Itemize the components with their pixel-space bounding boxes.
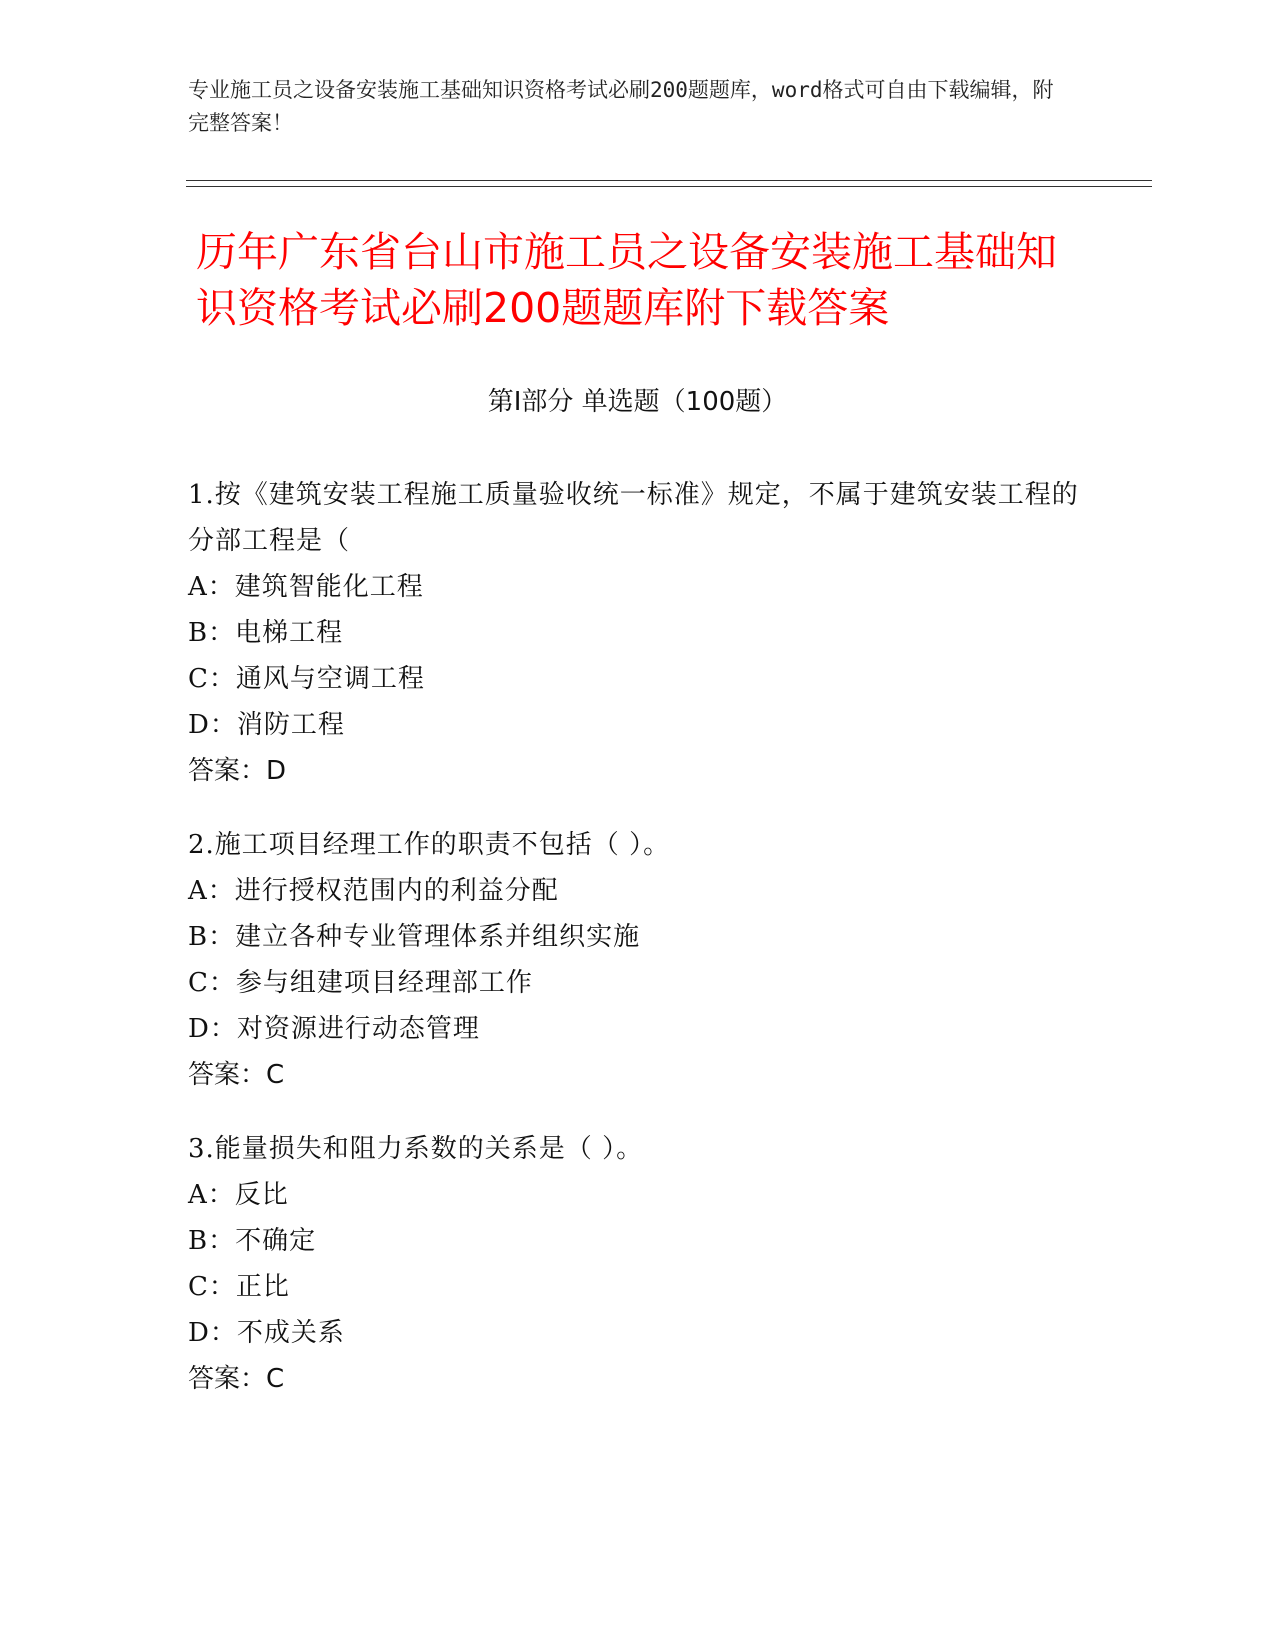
header-divider-top (186, 180, 1152, 181)
question-stem: 2.施工项目经理工作的职责不包括（ ）。 (188, 830, 671, 860)
question-option: C：正比 (188, 1272, 290, 1302)
question-answer: 答案：C (188, 1060, 285, 1090)
document-title: 历年广东省台山市施工员之设备安装施工基础知识资格考试必刷200题题库附下载答案 (196, 228, 1057, 332)
question-option: C：通风与空调工程 (188, 664, 425, 694)
question-stem: 1.按《建筑安装工程施工质量验收统一标准》规定，不属于建筑安装工程的分部工程是（ (188, 480, 1079, 556)
question-option: A：建筑智能化工程 (188, 572, 424, 602)
question-option: B：建立各种专业管理体系并组织实施 (188, 922, 641, 952)
question-item (188, 1126, 1088, 1402)
question-option: A：进行授权范围内的利益分配 (188, 876, 559, 906)
question-option: D：不成关系 (188, 1318, 345, 1348)
question-item (188, 822, 1088, 1098)
question-list (188, 472, 1088, 1430)
question-option: D：消防工程 (188, 710, 345, 740)
question-answer: 答案：D (188, 756, 287, 786)
question-option: A：反比 (188, 1180, 289, 1210)
question-option: B：不确定 (188, 1226, 317, 1256)
question-option: B：电梯工程 (188, 618, 344, 648)
question-option: D：对资源进行动态管理 (188, 1014, 480, 1044)
question-option: C：参与组建项目经理部工作 (188, 968, 533, 998)
section-title: 第Ⅰ部分 单选题（100题） (487, 387, 788, 417)
question-stem: 3.能量损失和阻力系数的关系是（ ）。 (188, 1134, 644, 1164)
question-item (188, 472, 1088, 794)
question-answer: 答案：C (188, 1364, 285, 1394)
header-divider-bottom (186, 186, 1152, 187)
header-note: 专业施工员之设备安装施工基础知识资格考试必刷200题题库，word格式可自由下载编辑，附完整答案！ (188, 78, 1054, 135)
